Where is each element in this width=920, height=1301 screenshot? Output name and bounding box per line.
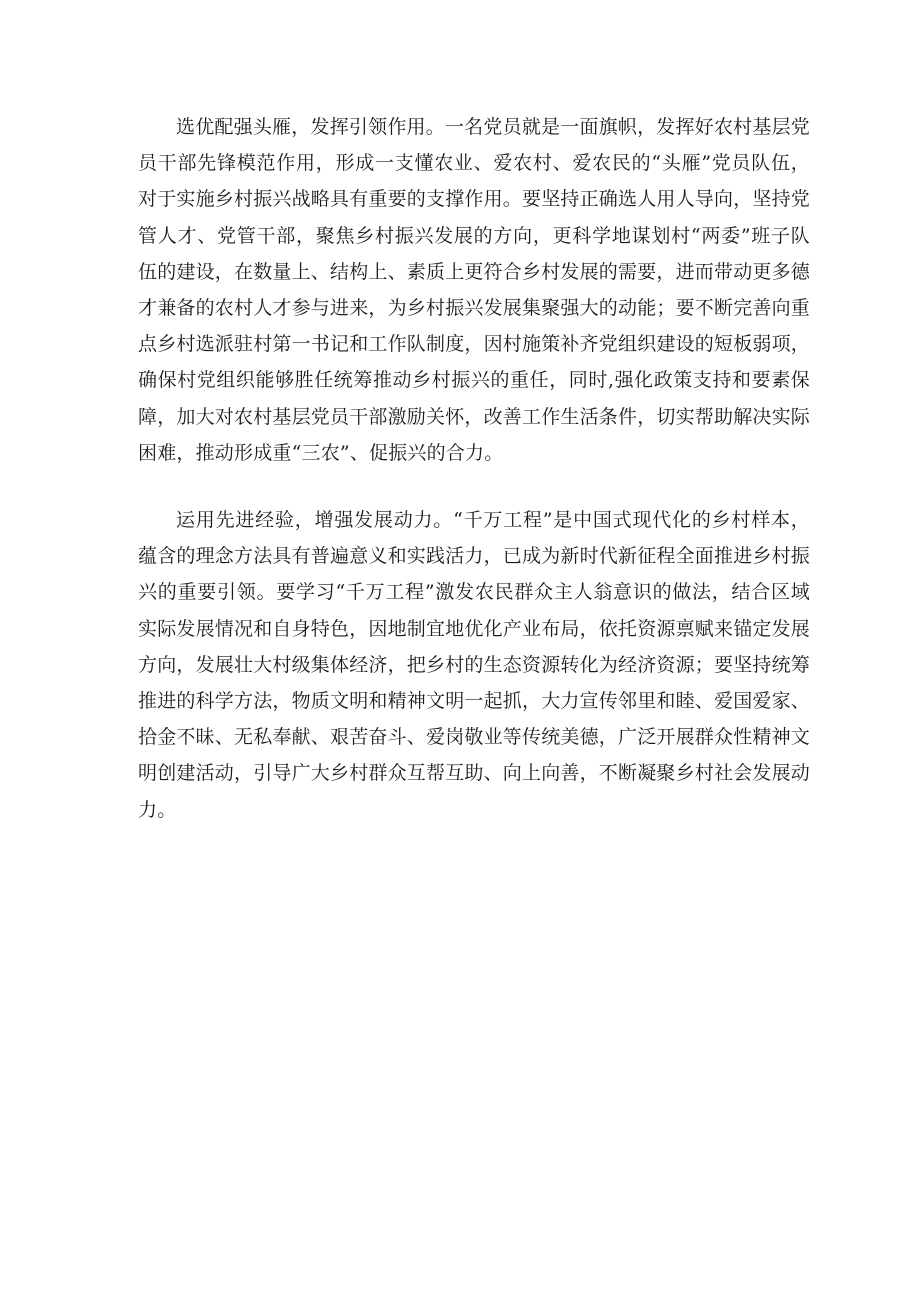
paragraph-advanced-experience: 运用先进经验，增强发展动力。“千万工程”是中国式现代化的乡村样本，蕴含的理念方法具有普遍意义和实践活力，已成为新时代新征程全面推进乡村振兴的重要引领。要学习“千万工程”激发农民群众主人翁意识的做法，结合区域实际发展情况和自身特色，因地制宜地优化产业布局，依托资源禀赋来锚定发展方向，发展壮大村级集体经济，把乡村的生态资源转化为经济资源；要坚持统筹推进的科学方法，物质文明和精神文明一起抓，大力宣传邻里和睦、爱国爱家、拾金不昧、无私奉献、艰苦奋斗、爱岗敬业等传统美德，广泛开展群众性精神文明创建活动，引导广大乡村群众互帮互助、向上向善，不断凝聚乡村社会发展动力。 (138, 509, 811, 821)
document-body (138, 109, 810, 828)
paragraph-leading-geese: 选优配强头雁，发挥引领作用。一名党员就是一面旗帜，发挥好农村基层党员干部先锋模范作用，形成一支懂农业、爱农村、爱农民的“头雁”党员队伍，对于实施乡村振兴战略具有重要的支撑作用。要坚持正确选人用人导向，坚持党管人才、党管干部，聚焦乡村振兴发展的方向，更科学地谋划村“两委”班子队伍的建设，在数量上、结构上、素质上更符合乡村发展的需要，进而带动更多德才兼备的农村人才参与进来，为乡村振兴发展集聚强大的动能；要不断完善向重点乡村选派驻村第一书记和工作队制度，因村施策补齐党组织建设的短板弱项，确保村党组织能够胜任统筹推动乡村振兴的重任，同时,强化政策支持和要素保障，加大对农村基层党员干部激励关怀，改善工作生活条件，切实帮助解决实际困难，推动形成重“三农”、促振兴的合力。 (138, 116, 811, 464)
